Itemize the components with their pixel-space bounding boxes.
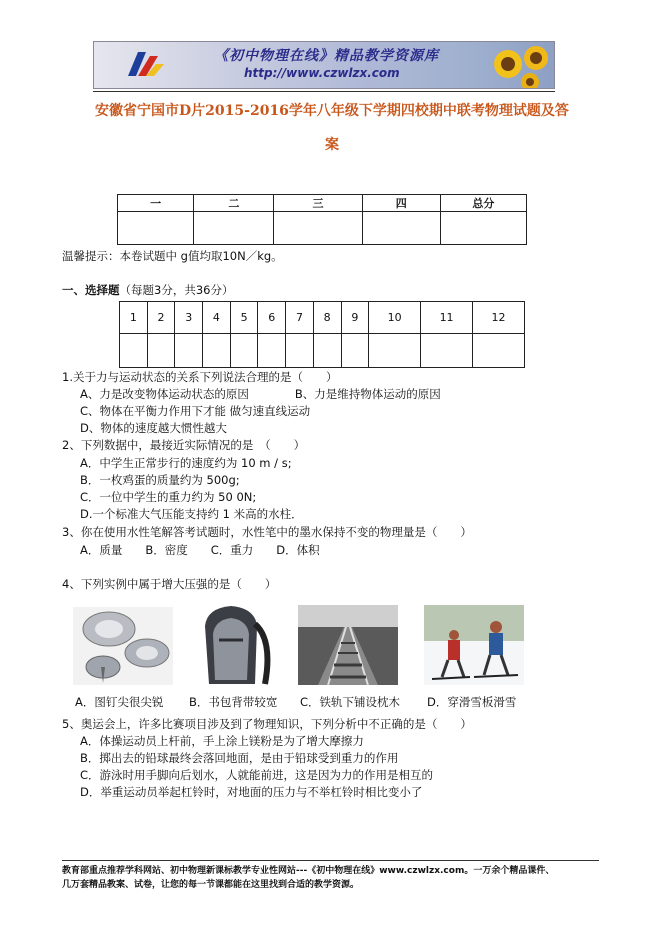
score-cell[interactable] <box>118 212 194 245</box>
answer-number: 2 <box>147 302 175 334</box>
question-2-option: D.一个标准大气压能支持约 1 米高的水柱． <box>80 507 303 521</box>
answer-cell[interactable] <box>203 334 231 368</box>
question-5-option: A．体操运动员上杆前，手上涂上镁粉是为了增大摩擦力 <box>80 734 364 748</box>
answer-cell[interactable] <box>175 334 203 368</box>
question-2-option: B．一枚鸡蛋的质量约为 500g; <box>80 473 240 487</box>
railway-photo <box>298 605 398 685</box>
answer-number: 6 <box>258 302 286 334</box>
figure-caption-a: A．图钉尖很尖锐 <box>75 695 164 709</box>
answer-number: 1 <box>120 302 148 334</box>
question-5-stem: 5、奥运会上，许多比赛项目涉及到了物理知识，下列分析中不正确的是（ ） <box>62 717 472 731</box>
figure-caption-c: C．铁轨下铺设枕木 <box>300 695 401 709</box>
page-title-continued: 案 <box>325 137 339 153</box>
backpack-photo <box>185 600 279 688</box>
banner-url[interactable]: http://www.czwlzx.com <box>244 66 400 80</box>
question-4-stem: 4、下列实例中属于增大压强的是（ ） <box>62 577 277 591</box>
section-heading <box>62 282 233 298</box>
answer-number: 9 <box>341 302 369 334</box>
question-2-option: C．一位中学生的重力约为 50 0N; <box>80 490 257 504</box>
question-1-option: D、物体的速度越大惯性越大 <box>80 421 227 435</box>
answer-table <box>119 301 525 368</box>
score-header: 三 <box>274 195 362 212</box>
answer-cell[interactable] <box>147 334 175 368</box>
question-1-stem: 1.关于力与运动状态的关系下列说法合理的是（ ） <box>62 370 338 384</box>
answer-number: 8 <box>313 302 341 334</box>
footer-line-2: 几万套精品教案、试卷，让您的每一节课都能在这里找到合适的教学资源。 <box>62 880 360 890</box>
answer-number: 12 <box>473 302 525 334</box>
header-banner <box>93 41 555 89</box>
answer-cell[interactable] <box>369 334 421 368</box>
question-5-option: B．掷出去的铅球最终会落回地面，是由于铅球受到重力的作用 <box>80 751 399 765</box>
answer-number: 11 <box>421 302 473 334</box>
banner-title: 《初中物理在线》精品教学资源库 <box>214 48 439 64</box>
question-1-option: A、力是改变物体运动状态的原因 B、力是维持物体运动的原因 <box>80 387 441 401</box>
score-cell[interactable] <box>274 212 362 245</box>
sunflower-icon <box>486 42 554 88</box>
score-cell[interactable] <box>194 212 274 245</box>
question-2-stem: 2、下列数据中，最接近实际情况的是 （ ） <box>62 438 306 452</box>
question-5-option: D．举重运动员举起杠铃时，对地面的压力与不举杠铃时相比变小了 <box>80 785 423 799</box>
score-cell[interactable] <box>440 212 526 245</box>
footer-line-1: 教育部重点推荐学科网站、初中物理新课标教学专业性网站---《初中物理在线》www.czwlzx.com。一万余个精品课件、 <box>62 866 555 876</box>
score-header: 二 <box>194 195 274 212</box>
page-title: 安徽省宁国市D片2015-2016学年八年级下学期四校期中联考物理试题及答 <box>95 103 569 119</box>
footer-rule <box>62 860 599 861</box>
figure-caption-b: B．书包背带较宽 <box>189 695 278 709</box>
figure-caption-d: D．穿滑雪板滑雪 <box>427 695 517 709</box>
answer-number: 5 <box>230 302 258 334</box>
question-1-option: C、物体在平衡力作用下才能 做匀速直线运动 <box>80 404 311 418</box>
score-cell[interactable] <box>362 212 440 245</box>
score-table <box>117 194 527 245</box>
question-3-options: A．质量 B．密度 C．重力 D．体积 <box>80 543 320 557</box>
tip-text: 温馨提示：本卷试题中 g值均取10N／kg。 <box>62 249 283 263</box>
score-header: 一 <box>118 195 194 212</box>
section-note: （每题3分，共36分） <box>119 283 234 297</box>
answer-cell[interactable] <box>120 334 148 368</box>
section-label: 一、选择题 <box>62 283 120 297</box>
answer-cell[interactable] <box>421 334 473 368</box>
question-5-option: C．游泳时用手脚向后划水，人就能前进，这是因为力的作用是相互的 <box>80 768 434 782</box>
question-3-stem: 3、你在使用水性笔解答考试题时，水性笔中的墨水保持不变的物理量是（ ） <box>62 525 472 539</box>
answer-cell[interactable] <box>286 334 314 368</box>
answer-cell[interactable] <box>230 334 258 368</box>
answer-cell[interactable] <box>341 334 369 368</box>
question-2-option: A．中学生正常步行的速度约为 10 m / s; <box>80 456 292 470</box>
answer-number: 7 <box>286 302 314 334</box>
answer-number: 4 <box>203 302 231 334</box>
skiing-photo <box>424 605 524 685</box>
score-header: 总分 <box>440 195 526 212</box>
answer-cell[interactable] <box>258 334 286 368</box>
answer-number: 3 <box>175 302 203 334</box>
header-rule <box>93 91 555 92</box>
answer-number: 10 <box>369 302 421 334</box>
answer-cell[interactable] <box>313 334 341 368</box>
thumbtack-photo <box>73 607 173 685</box>
score-header: 四 <box>362 195 440 212</box>
answer-cell[interactable] <box>473 334 525 368</box>
site-logo-icon <box>124 46 168 84</box>
